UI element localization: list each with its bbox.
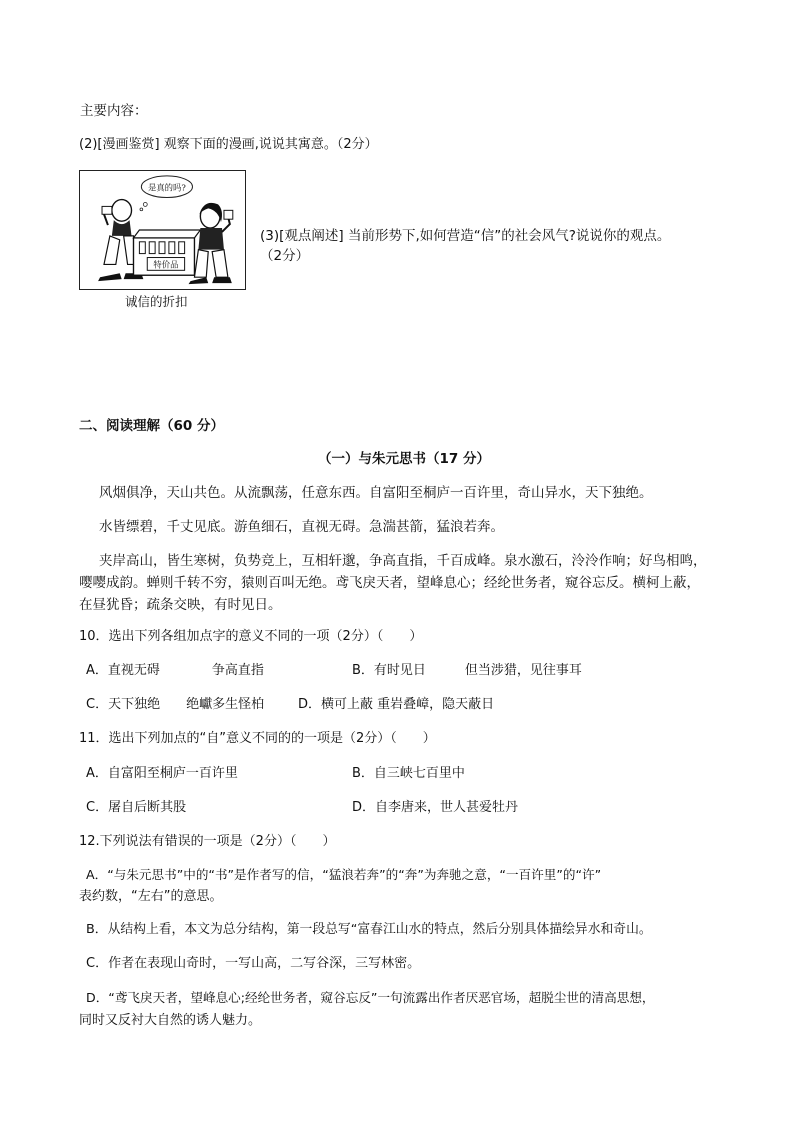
- question-3-line1: (3)[观点阐述] 当前形势下,如何营造“信”的社会风气?说说你的观点。: [260, 228, 671, 244]
- question-12-option-b: B．从结构上看，本文为总分结构，第一段总写“富春江山水的特点，然后分别具体描绘异水和奇山。: [86, 922, 652, 937]
- question-12-option-d-line2: 同时又反衬大自然的诱人魅力。: [79, 1013, 262, 1028]
- question-11-option-a: A．自富阳至桐庐一百许里: [86, 766, 238, 781]
- passage-paragraph-1: 风烟俱净，天山共色。从流飘荡，任意东西。自富阳至桐庐一百许里，奇山异水，天下独绝。: [99, 485, 653, 501]
- question-11-option-c: C．屠自后断其股: [86, 800, 187, 815]
- question-12-option-c: C．作者在表现山奇时，一写山高，二写谷深，三写林密。: [86, 956, 421, 971]
- question-10-option-c: C．天下独绝 绝巘多生怪柏: [86, 697, 265, 712]
- question-11-stem: 11．选出下列加点的“自”意义不同的的一项是（2分）（ ）: [79, 731, 436, 746]
- question-11-option-d: D．自李唐来，世人甚爱牡丹: [352, 800, 519, 815]
- main-content-label: 主要内容：: [80, 103, 148, 119]
- section-heading: 二、阅读理解（60 分）: [79, 418, 224, 434]
- cartoon-caption: 诚信的折扣: [125, 294, 188, 309]
- question-10-stem: 10．选出下列各组加点字的意义不同的一项（2分）（ ）: [79, 629, 423, 644]
- question-12-option-a-line2: 表约数，“左右”的意思。: [79, 889, 223, 904]
- passage-title: （一）与朱元思书（17 分）: [318, 451, 490, 467]
- sign-text: 特价品: [153, 259, 179, 270]
- question-12-option-a-line1: A．“与朱元思书”中的“书”是作者写的信，“猛浪若奔”的“奔”为奔驰之意，“一百许里”的“许”: [86, 867, 602, 882]
- question-12-option-d-line1: D．“鸢飞戾天者，望峰息心;经纶世务者，窥谷忘反”一句流露出作者厌恶官场，超脱尘世的清高思想，: [86, 990, 655, 1005]
- question-2: (2)[漫画鉴赏] 观察下面的漫画,说说其寓意。（2分）: [79, 137, 378, 152]
- question-10-option-a: A．直视无碍 争高直指: [86, 663, 264, 678]
- passage-paragraph-2: 水皆缥碧，千丈见底。游鱼细石，直视无碍。急湍甚箭，猛浪若奔。: [99, 519, 504, 535]
- passage-paragraph-3-line1: 夹岸高山，皆生寒树，负势竞上，互相轩邈，争高直指，千百成峰。泉水激石，泠泠作响；好鸟相鸣，: [99, 553, 707, 569]
- passage-paragraph-3-line3: 在昼犹昏；疏条交映，有时见日。: [79, 597, 282, 613]
- question-3-line2: （2分）: [260, 248, 310, 264]
- question-10-option-b: B．有时见日 但当涉猎，见往事耳: [352, 663, 582, 678]
- bubble-text: 是真的吗?: [147, 182, 186, 193]
- passage-paragraph-3-line2: 嘤嘤成韵。蝉则千转不穷，猿则百叫无绝。鸢飞戾天者，望峰息心；经纶世务者，窥谷忘反。横柯上蔽，: [79, 575, 700, 591]
- cartoon-illustration: [79, 170, 246, 290]
- question-10-option-d: D．横可上蔽 重岩叠嶂，隐天蔽日: [298, 697, 495, 712]
- question-12-stem: 12.下列说法有错误的一项是（2分）（ ）: [79, 834, 336, 849]
- question-11-option-b: B．自三峡七百里中: [352, 766, 465, 781]
